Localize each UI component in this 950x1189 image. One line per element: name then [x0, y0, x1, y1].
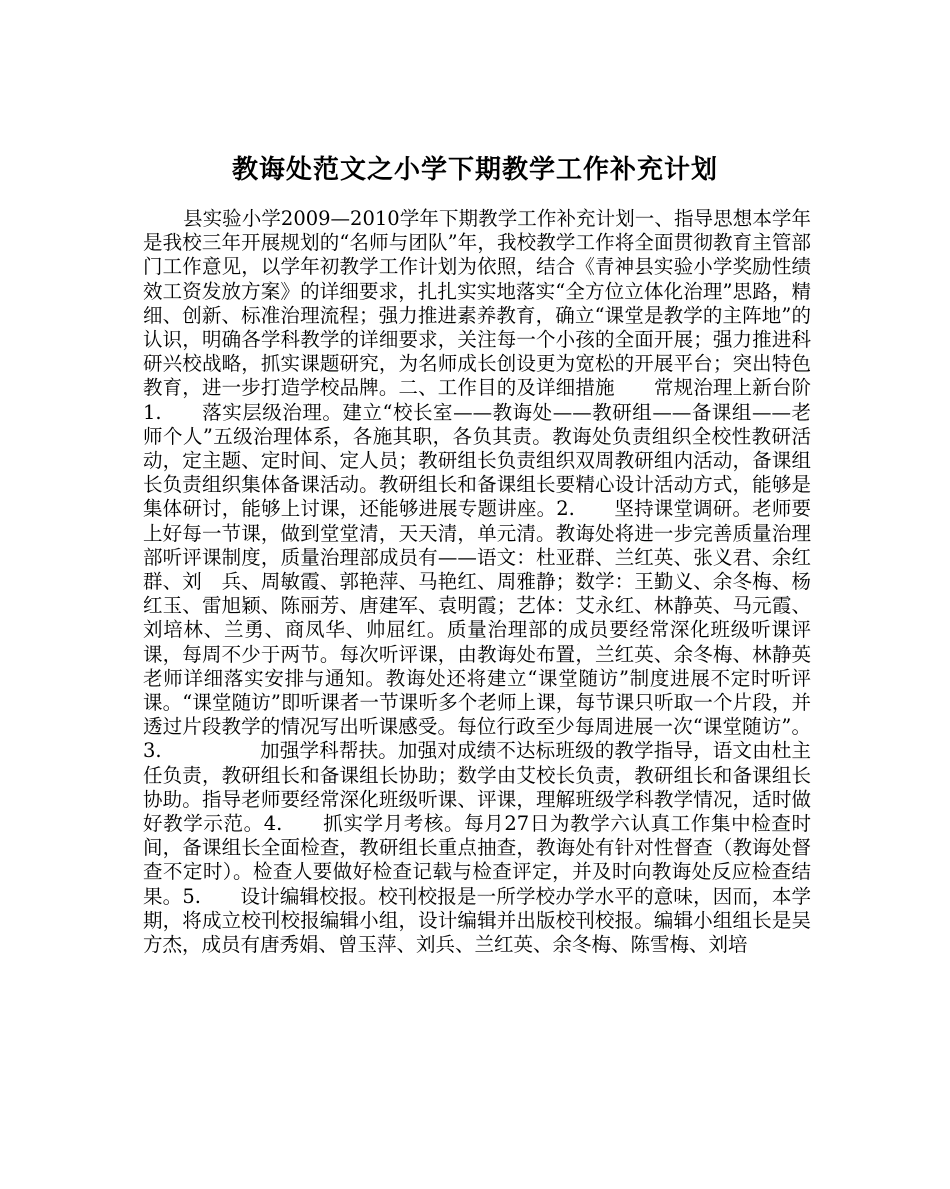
- document-title: 教诲处范文之小学下期教学工作补充计划: [231, 155, 718, 186]
- document-body: 县实验小学2009—2010学年下期教学工作补充计划一、指导思想本学年是我校三年开展规划的“名师与团队”年，我校教学工作将全面贯彻教育主管部门工作意见，以学年初教学工作计划为依照，结合《青神县实验小学奖励性绩效工资发放方案》的详细要求，扎扎实实地落实“全方位立体化治理”思路，精细、创新、标准治理流程；强力推进素养教育，确立“课堂是教学的主阵地”的认识，明确各学科教学的详细要求，关注每一个小孩的全面开展；强力推进科研兴校战略，抓实课题研究，为名师成长创设更为宽松的开展平台；突出特色教育，进一步打造学校品牌。二、工作目的及详细措施 常规治理上新台阶1. 落实层级治理。建立“校长室——教诲处——教研组——备课组——老师个人”五级治理体系，各施其职，各负其责。教诲处负责组织全校性教研活动，定主题、定时间、定人员；教研组长负责组织双周教研组内活动，备课组长负责组织集体备课活动。教研组长和备课组长要精心设计活动方式，能够是集体研讨，能够上讨课，还能够进展专题讲座。2. 坚持课堂调研。老师要上好每一节课，做到堂堂清，天天清，单元清。教诲处将进一步完善质量治理部听评课制度，质量治理部成员有——语文：杜亚群、兰红英、张义君、余红群、刘 兵、周敏霞、郭艳萍、马艳红、周雅静；数学：王勤义、余冬梅、杨红玉、雷旭颖、陈丽芳、唐建军、袁明霞；艺体：艾永红、林静英、马元霞、刘培林、兰勇、商凤华、帅屈红。质量治理部的成员要经常深化班级听课评课，每周不少于两节。每次听评课，由教诲处布置，兰红英、余冬梅、林静英老师详细落实安排与通知。教诲处还将建立“课堂随访”制度进展不定时听评课。“课堂随访”即听课者一节课听多个老师上课，每节课只听取一个片段，并透过片段教学的情况写出听课感受。每位行政至少每周进展一次“课堂随访”。3. 加强学科帮扶。加强对成绩不达标班级的教学指导，语文由杜主任负责，教研组长和备课组长协助；数学由艾校长负责，教研组长和备课组长协助。指导老师要经常深化班级听课、评课，理解班级学科教学情况，适时做好教学示范。4. 抓实学月考核。每月27日为教学六认真工作集中检查时间，备课组长全面检查，教研组长重点抽查，教诲处有针对性督查（教诲处督查不定时）。检查人要做好检查记载与检查评定，并及时向教诲处反应检查结果。5. 设计编辑校报。校刊校报是一所学校办学水平的意味，因而，本学期，将成立校刊校报编辑小组，设计编辑并出版校刊校报。编辑小组组长是吴方杰，成员有唐秀娟、曾玉萍、刘兵、兰红英、余冬梅、陈雪梅、刘培: [143, 207, 811, 957]
